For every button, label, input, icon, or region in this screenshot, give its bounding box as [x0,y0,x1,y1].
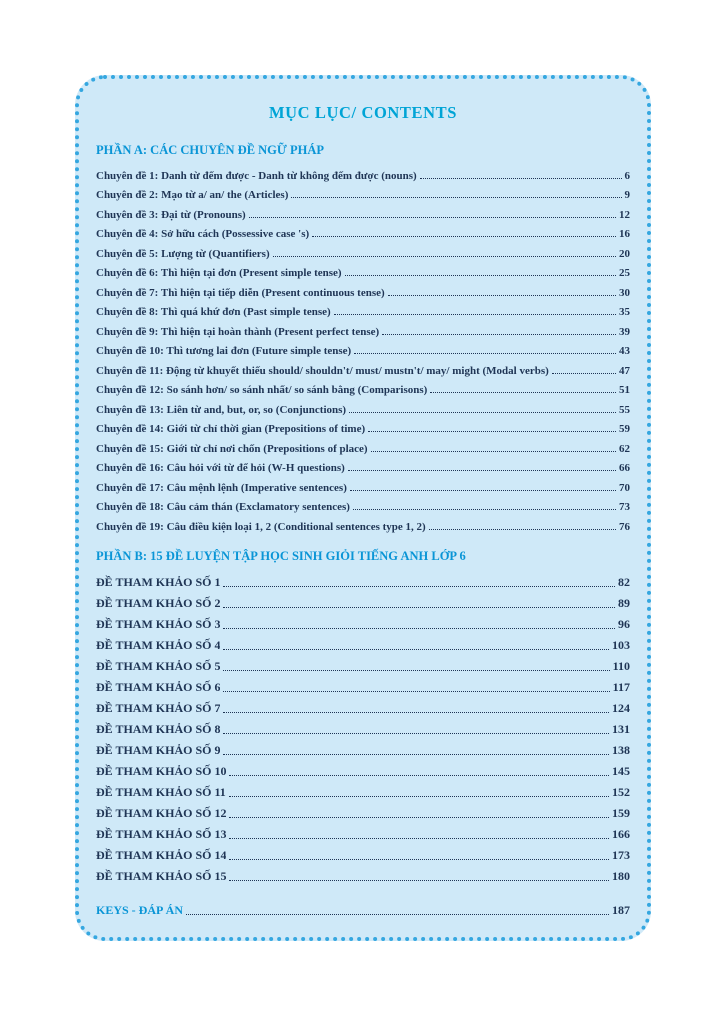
toc-page-number: 96 [618,616,630,631]
toc-entry-label: Chuyên đề 17: Câu mệnh lệnh (Imperative sentences) [96,481,347,494]
toc-entry [96,653,630,674]
toc-page-number: 12 [619,208,630,221]
toc-entry-label: ĐỀ THAM KHẢO SỐ 12 [96,805,227,820]
toc-entry [96,279,630,299]
toc-entry-label: Chuyên đề 7: Thì hiện tại tiếp diễn (Present continuous tense) [96,286,385,299]
toc-page-number: 131 [612,721,630,736]
toc-entry [96,674,630,695]
toc-entry-label: ĐỀ THAM KHẢO SỐ 6 [96,679,221,694]
toc-dot-leader [354,353,616,354]
toc-entry [96,357,630,377]
toc-entry [96,240,630,260]
toc-dot-leader [312,236,616,237]
toc-dot-leader [388,295,616,296]
toc-dot-leader [229,880,609,881]
toc-entry [96,716,630,737]
toc-dot-leader [223,628,615,629]
toc-dot-leader [223,586,615,587]
toc-dot-leader [273,256,616,257]
toc-dot-leader [348,470,616,471]
toc-dot-leader [371,451,616,452]
toc-dot-leader [223,754,609,755]
toc-dot-leader [229,838,609,839]
toc-dot-leader [223,670,609,671]
section-b-heading: PHẦN B: 15 ĐỀ LUYỆN TẬP HỌC SINH GIỎI TIẾNG ANH LỚP 6 [96,548,466,563]
toc-entry [96,842,630,863]
toc-dot-leader [186,914,609,915]
toc-entry-label: Chuyên đề 16: Câu hỏi với từ để hỏi (W-H questions) [96,462,345,474]
toc-panel [75,75,651,941]
toc-entry [96,221,630,241]
toc-page-number: 43 [619,345,630,357]
toc-entry [96,435,630,455]
toc-entry [96,182,630,202]
toc-entry [96,863,630,884]
section-a-heading: PHẦN A: CÁC CHUYÊN ĐỀ NGỮ PHÁP [96,143,324,157]
toc-dot-leader [429,529,616,530]
toc-entry [96,632,630,653]
section-b [96,547,630,884]
page-title: MỤC LỤC/ CONTENTS [268,103,458,122]
toc-page-number: 59 [619,423,630,435]
toc-entry-label: ĐỀ THAM KHẢO SỐ 7 [96,700,221,715]
toc-dot-leader [229,775,609,776]
toc-dot-leader [353,509,616,510]
toc-dot-leader [223,607,615,608]
toc-entry [96,590,630,611]
toc-entry-label: Chuyên đề 8: Thì quá khứ đơn (Past simple tense) [96,306,331,318]
toc-entry [96,695,630,716]
toc-dot-leader [291,197,621,198]
toc-entry [96,338,630,358]
toc-page-number: 70 [619,481,630,494]
toc-dot-leader [345,275,616,276]
toc-page-number: 39 [619,325,630,338]
toc-page-number: 47 [619,364,630,377]
toc-page-number: 152 [612,784,630,799]
toc-page-number: 16 [619,228,630,240]
toc-dot-leader [229,817,609,818]
toc-entry [96,299,630,319]
toc-page-number: 138 [612,742,630,757]
toc-dot-leader [229,859,609,860]
toc-entry [96,737,630,758]
toc-entry-label: Chuyên đề 14: Giới từ chỉ thời gian (Prepositions of time) [96,423,366,435]
toc-dot-leader [249,217,616,218]
toc-entry-label: ĐỀ THAM KHẢO SỐ 5 [96,658,221,673]
toc-dot-leader [223,733,609,734]
toc-entry [96,800,630,821]
toc-entry [96,474,630,494]
toc-entry [96,494,630,514]
toc-entry [96,318,630,338]
toc-entry-label: Chuyên đề 18: Câu cảm thán (Exclamatory sentences) [96,501,350,513]
toc-entry [96,201,630,221]
toc-entry [96,162,630,182]
toc-page-number: 117 [612,679,630,694]
toc-entry [96,260,630,280]
toc-dot-leader [382,334,616,335]
toc-page-number: 73 [619,501,630,513]
toc-page-number: 166 [612,826,630,841]
toc-page-number: 55 [619,403,630,416]
toc-entry [96,758,630,779]
keys-entry [96,897,630,918]
toc-entry-label: Chuyên đề 6: Thì hiện tại đơn (Present simple tense) [96,267,342,279]
toc-dot-leader [350,490,616,491]
toc-entry [96,455,630,475]
toc-dot-leader [334,314,616,315]
toc-entry-label: Chuyên đề 10: Thì tương lai đơn (Future simple tense) [96,345,352,357]
toc-entry-label: Chuyên đề 4: Sở hữu cách (Possessive case 's) [96,228,310,240]
toc-entry [96,377,630,397]
keys-label: KEYS - ĐÁP ÁN [96,902,184,917]
toc-entry-label: Chuyên đề 12: So sánh hơn/ so sánh nhất/ so sánh bằng (Comparisons) [96,384,428,396]
toc-page-number: 89 [618,595,630,610]
toc-page-number: 76 [619,520,630,533]
section-a [96,141,630,533]
toc-page-number: 6 [624,169,630,182]
toc-dot-leader [368,431,616,432]
toc-entry-label: Chuyên đề 5: Lượng từ (Quantifiers) [96,247,270,260]
toc-dot-leader [349,412,616,413]
toc-entry-label: Chuyên đề 13: Liên từ and, but, or, so (Conjunctions) [96,403,347,416]
toc-entry-label: ĐỀ THAM KHẢO SỐ 14 [96,847,227,862]
toc-dot-leader [223,691,609,692]
toc-dot-leader [552,373,616,374]
toc-entry-label: Chuyên đề 9: Thì hiện tại hoàn thành (Present perfect tense) [96,325,380,338]
toc-entry [96,396,630,416]
toc-page-number: 180 [612,868,630,883]
toc-dot-leader [223,712,609,713]
toc-entry-label: ĐỀ THAM KHẢO SỐ 9 [96,742,221,757]
toc-entry [96,821,630,842]
toc-page-number: 25 [619,267,630,279]
toc-entry [96,779,630,800]
toc-entry [96,611,630,632]
toc-entry-label: Chuyên đề 19: Câu điều kiện loại 1, 2 (Conditional sentences type 1, 2) [96,520,426,533]
toc-entry-label: Chuyên đề 11: Động từ khuyết thiếu should/ shouldn't/ must/ mustn't/ may/ might (Modal verbs) [96,364,549,377]
keys-page-number: 187 [612,902,630,917]
toc-dot-leader [229,796,609,797]
toc-entry-label: Chuyên đề 15: Giới từ chỉ nơi chốn (Prepositions of place) [96,442,368,455]
toc-entry [96,513,630,533]
toc-page-number: 9 [624,189,630,201]
toc-page-number: 51 [619,384,630,396]
toc-entry [96,569,630,590]
toc-page-number: 30 [619,286,630,299]
toc-page-number: 110 [612,658,630,673]
toc-entry-label: ĐỀ THAM KHẢO SỐ 10 [96,763,227,778]
toc-page-number: 159 [612,805,630,820]
toc-dot-leader [223,649,609,650]
toc-dot-leader [430,392,616,393]
toc-page-number: 66 [619,462,630,474]
toc-page-number: 145 [612,763,630,778]
toc-page-number: 103 [612,637,630,652]
toc-entry-label: ĐỀ THAM KHẢO SỐ 1 [96,574,221,589]
toc-page-number: 173 [612,847,630,862]
toc-entry-label: Chuyên đề 3: Đại từ (Pronouns) [96,208,246,221]
toc-entry [96,416,630,436]
toc-page-number: 20 [619,247,630,260]
toc-dot-leader [420,178,622,179]
toc-page-number: 62 [619,442,630,455]
toc-entry-label: ĐỀ THAM KHẢO SỐ 11 [96,784,226,799]
toc-entry-label: ĐỀ THAM KHẢO SỐ 8 [96,721,221,736]
toc-entry-label: Chuyên đề 2: Mạo từ a/ an/ the (Articles) [96,189,289,201]
toc-page-number: 82 [618,574,630,589]
toc-entry-label: ĐỀ THAM KHẢO SỐ 13 [96,826,227,841]
toc-entry-label: ĐỀ THAM KHẢO SỐ 2 [96,595,221,610]
toc-entry-label: ĐỀ THAM KHẢO SỐ 3 [96,616,221,631]
toc-page-number: 35 [619,306,630,318]
toc-entry-label: Chuyên đề 1: Danh từ đếm được - Danh từ không đếm được (nouns) [96,169,417,182]
toc-page-number: 124 [612,700,630,715]
toc-entry-label: ĐỀ THAM KHẢO SỐ 4 [96,637,221,652]
toc-entry-label: ĐỀ THAM KHẢO SỐ 15 [96,868,227,883]
